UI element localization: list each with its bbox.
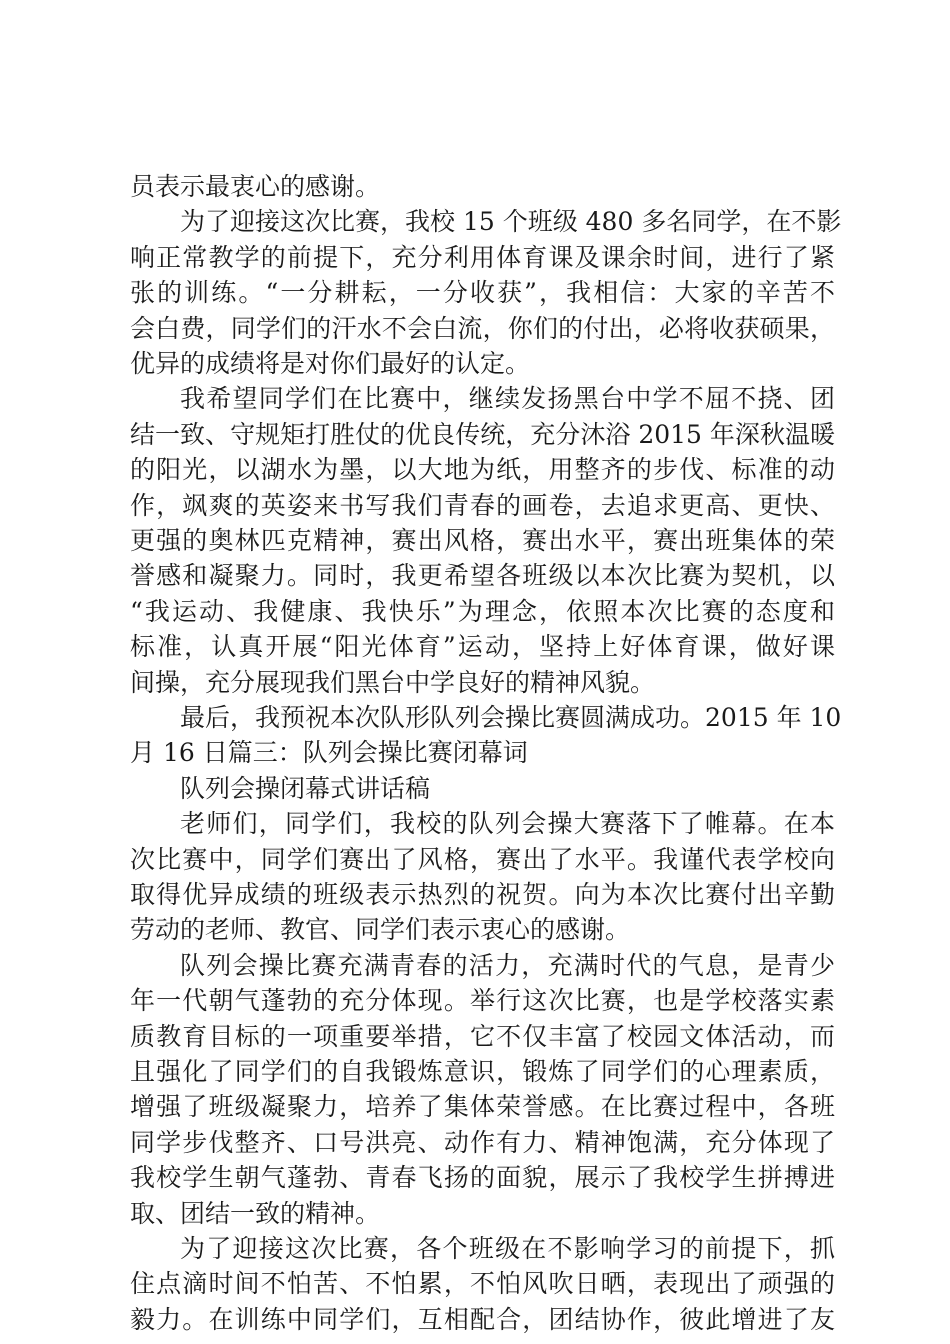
text-line: 标准，认真开展“阳光体育”运动，坚持上好体育课，做好课 bbox=[130, 632, 835, 662]
text-line: 年一代朝气蓬勃的充分体现。举行这次比赛，也是学校落实素 bbox=[130, 986, 835, 1016]
text-line: 且强化了同学们的自我锻炼意识，锻炼了同学们的心理素质， bbox=[130, 1057, 835, 1086]
text-line: 劳动的老师、教官、同学们表示衷心的感谢。 bbox=[130, 915, 631, 945]
text-line: 取、团结一致的精神。 bbox=[130, 1198, 381, 1228]
text-line: 取得优异成绩的班级表示热烈的祝贺。向为本次比赛付出辛勤 bbox=[130, 880, 835, 909]
text-line: 毅力。在训练中同学们，互相配合，团结协作，彼此增进了友 bbox=[130, 1304, 835, 1334]
text-line: 我校学生朝气蓬勃、青春飞扬的面貌，展示了我校学生拼搏进 bbox=[130, 1163, 835, 1193]
text-line: 结一致、守规矩打胜仗的优良传统，充分沐浴 2015 年深秋温暖 bbox=[130, 419, 835, 449]
text-line: “我运动、我健康、我快乐”为理念，依照本次比赛的态度和 bbox=[130, 596, 835, 626]
text-line: 响正常教学的前提下，充分利用体育课及课余时间，进行了紧 bbox=[130, 242, 835, 272]
text-line: 增强了班级凝聚力，培养了集体荣誉感。在比赛过程中，各班 bbox=[130, 1092, 835, 1122]
text-line: 住点滴时间不怕苦、不怕累，不怕风吹日晒，表现出了顽强的 bbox=[130, 1269, 835, 1299]
text-line: 同学步伐整齐、口号洪亮、动作有力、精神饱满，充分体现了 bbox=[130, 1127, 835, 1157]
text-line: 作，飒爽的英姿来书写我们青春的画卷，去追求更高、更快、 bbox=[130, 490, 835, 520]
text-line: 更强的奥林匹克精神，赛出风格，赛出水平，赛出班集体的荣 bbox=[130, 526, 835, 555]
text-line: 誉感和凝聚力。同时，我更希望各班级以本次比赛为契机，以 bbox=[130, 561, 835, 591]
paragraph-first-line: 最后，我预祝本次队形队列会操比赛圆满成功。2015 年 10 bbox=[180, 703, 842, 732]
text-line: 的阳光，以湖水为墨，以大地为纸，用整齐的步伐、标准的动 bbox=[130, 455, 835, 485]
paragraph-first-line: 我希望同学们在比赛中，继续发扬黑台中学不屈不挠、团 bbox=[180, 384, 835, 414]
paragraph-first-line: 为了迎接这次比赛，我校 15 个班级 480 多名同学，在不影 bbox=[180, 207, 842, 237]
text-line: 月 16 日篇三：队列会操比赛闭幕词 bbox=[130, 738, 528, 768]
paragraph-first-line: 为了迎接这次比赛，各个班级在不影响学习的前提下，抓 bbox=[180, 1234, 835, 1263]
text-line: 质教育目标的一项重要举措，它不仅丰富了校园文体活动，而 bbox=[130, 1021, 835, 1051]
text-line: 优异的成绩将是对你们最好的认定。 bbox=[130, 349, 531, 378]
text-line: 员表示最衷心的感谢。 bbox=[130, 172, 381, 201]
speech-title: 队列会操闭幕式讲话稿 bbox=[180, 773, 431, 803]
paragraph-first-line: 队列会操比赛充满青春的活力，充满时代的气息，是青少 bbox=[180, 950, 835, 980]
paragraph-first-line: 老师们，同学们，我校的队列会操大赛落下了帷幕。在本 bbox=[180, 809, 835, 839]
text-line: 张的训练。“一分耕耘，一分收获”，我相信：大家的辛苦不 bbox=[130, 278, 835, 308]
text-line: 会白费，同学们的汗水不会白流，你们的付出，必将收获硕果， bbox=[130, 313, 835, 343]
text-line: 次比赛中，同学们赛出了风格，赛出了水平。我谨代表学校向 bbox=[130, 844, 835, 874]
text-line: 间操，充分展现我们黑台中学良好的精神风貌。 bbox=[130, 667, 656, 697]
